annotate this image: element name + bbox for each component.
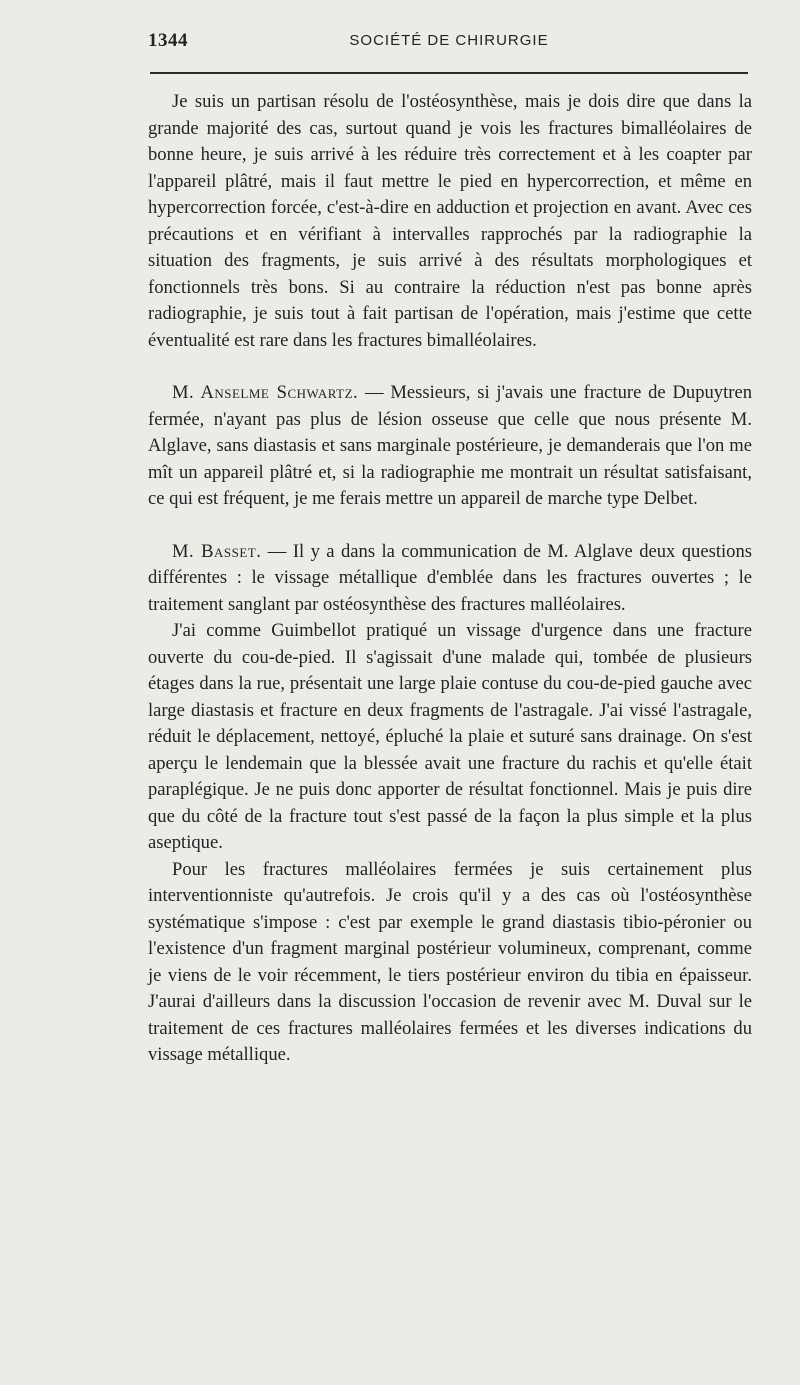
paragraph <box>148 857 752 1069</box>
paragraph <box>148 539 752 619</box>
paragraph <box>148 618 752 857</box>
paragraph-text: Je suis un partisan résolu de l'ostéosynthèse, mais je dois dire que dans la grande majorité des cas, surtout quand je vois les fractures bimalléolaires de bonne heure, je suis arrivé à les réduire très correctement et à les coapter par l'appareil plâtré, mais il faut mettre le pied en hypercorrection, et même en hypercorrection forcée, c'est-à-dire en adduction et projection en avant. Avec ces précautions et en vérifiant à intervalles rapprochés par la radiographie la situation des fragments, je suis arrivé à des résultats morphologiques et fonctionnels très bons. Si au contraire la réduction n'est pas bonne après radiographie, je suis tout à fait partisan de l'opération, mais j'estime que cette éventualité est rare dans les fractures bimalléolaires. <box>148 91 752 351</box>
page-number: 1344 <box>148 30 188 51</box>
running-title: SOCIÉTÉ DE CHIRURGIE <box>349 32 549 49</box>
page-header <box>148 30 750 60</box>
speaker-name: M. Anselme Schwartz. <box>172 382 359 403</box>
paragraph-text: Pour les fractures malléolaires fermées je suis certainement plus interventionniste qu'autrefois. Je crois qu'il y a des cas où l'ostéosynthèse systématique s'impose : c'est par exemple le grand diastasis tibio-péronier ou l'existence d'un fragment marginal postérieur volumineux, comprenant, comme je viens de le voir récemment, le tiers postérieur environ du tibia en épaisseur. J'aurai d'ailleurs dans la discussion l'occasion de revenir avec M. Duval sur le traitement de ces fractures malléolaires fermées et les diverses indications du vissage métallique. <box>148 858 752 1065</box>
body-text <box>148 89 752 1069</box>
paragraph <box>148 89 752 354</box>
paragraph-text: — Il y a dans la communication de M. Alglave deux questions différentes : le vissage métallique d'emblée dans les fractures ouvertes ; le traitement sanglant par ostéosynthèse des fractures malléolaires. <box>148 540 752 615</box>
header-rule <box>150 72 748 74</box>
speaker-name: M. Basset. <box>172 540 262 562</box>
paragraph <box>148 380 752 513</box>
paragraph-text: — Messieurs, si j'avais une fracture de Dupuytren fermée, n'ayant pas plus de lésion osseuse que celle que nous présente M. Alglave, sans diastasis et sans marginale postérieure, je demanderais que l'on me mît un appareil plâtré et, si la radiographie me montrait un résultat satisfaisant, ce qui est fréquent, je me ferais mettre un appareil de marche type Delbet. <box>148 382 752 509</box>
paragraph-text: J'ai comme Guimbellot pratiqué un vissage d'urgence dans une fracture ouverte du cou-de-pied. Il s'agissait d'une malade qui, tombée de plusieurs étages dans la rue, présentait une large plaie contuse du cou-de-pied gauche avec large diastasis et fracture en deux fragments de l'astragale. J'ai vissé l'astragale, réduit le déplacement, nettoyé, épluché la plaie et suturé sans drainage. On s'est aperçu le lendemain que la blessée avait une fracture du rachis et qu'elle était paraplégique. Je ne puis donc apporter de résultat fonctionnel. Mais je puis dire que du côté de la fracture tout s'est passé de la façon la plus simple et la plus aseptique. <box>148 620 752 853</box>
